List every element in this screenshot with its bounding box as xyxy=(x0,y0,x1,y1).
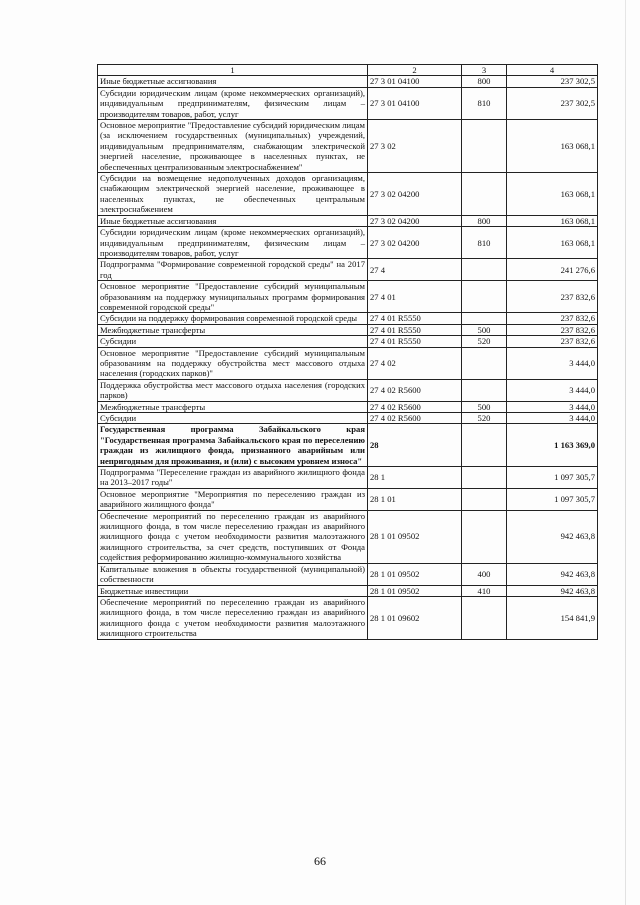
row-sum-cell: 3 444,0 xyxy=(507,379,598,401)
table-row xyxy=(98,227,598,259)
row-sum-cell: 241 276,6 xyxy=(507,259,598,281)
row-sum-cell: 942 463,8 xyxy=(507,585,598,596)
table-row xyxy=(98,173,598,216)
row-sum-cell: 237 832,6 xyxy=(507,336,598,347)
row-sum-cell: 163 068,1 xyxy=(507,173,598,216)
table-row xyxy=(98,424,598,467)
table-row xyxy=(98,488,598,510)
row-expense-type-cell xyxy=(462,120,507,173)
row-name-cell: Основное мероприятие "Предоставление субсидий муниципальным образованиям на поддержку обустройства мест массового отдыха населения (городских парков)" xyxy=(98,347,368,379)
row-name-cell: Обеспечение мероприятий по переселению граждан из аварийного жилищного фонда, в том числе переселению граждан из аварийного жилищного фонда с учетом необходимости развития малоэтажного жилищного строительства, за счет средств, поступивших от Фонда содействия реформированию жилищно-коммунального хозяйства xyxy=(98,510,368,563)
row-name-cell: Субсидии xyxy=(98,413,368,424)
column-header: 3 xyxy=(462,65,507,76)
row-sum-cell: 237 832,6 xyxy=(507,324,598,335)
row-expense-type-cell: 500 xyxy=(462,324,507,335)
table-row xyxy=(98,120,598,173)
row-expense-type-cell: 800 xyxy=(462,215,507,226)
table-row xyxy=(98,413,598,424)
row-code-cell: 27 3 02 04200 xyxy=(368,227,462,259)
table-row xyxy=(98,596,598,639)
row-name-cell: Иные бюджетные ассигнования xyxy=(98,215,368,226)
row-code-cell: 28 1 01 09502 xyxy=(368,563,462,585)
row-expense-type-cell xyxy=(462,347,507,379)
row-sum-cell: 942 463,8 xyxy=(507,563,598,585)
table-row xyxy=(98,76,598,87)
page-number: 66 xyxy=(314,854,326,868)
row-expense-type-cell: 520 xyxy=(462,336,507,347)
row-expense-type-cell xyxy=(462,596,507,639)
row-name-cell: Субсидии на поддержку формирования современной городской среды xyxy=(98,313,368,324)
row-sum-cell: 237 832,6 xyxy=(507,313,598,324)
row-name-cell: Основное мероприятие "Предоставление субсидий муниципальным образованиям на поддержку муниципальных программ формирования современной городской среды" xyxy=(98,281,368,313)
row-code-cell: 28 1 01 09502 xyxy=(368,585,462,596)
row-name-cell: Иные бюджетные ассигнования xyxy=(98,76,368,87)
row-name-cell: Субсидии юридическим лицам (кроме некоммерческих организаций), индивидуальным предпринимателям, физическим лицам – производителям товаров, работ, услуг xyxy=(98,87,368,119)
row-name-cell: Субсидии на возмещение недополученных доходов организациям, снабжающим электрической энергией население, проживающее в населенных пунктах, не обеспеченных центральным электроснабжением xyxy=(98,173,368,216)
row-sum-cell: 163 068,1 xyxy=(507,120,598,173)
column-header: 1 xyxy=(98,65,368,76)
row-expense-type-cell xyxy=(462,510,507,563)
table-row xyxy=(98,510,598,563)
row-code-cell: 28 1 01 xyxy=(368,488,462,510)
row-expense-type-cell: 810 xyxy=(462,87,507,119)
table-row xyxy=(98,379,598,401)
row-code-cell: 28 1 01 09502 xyxy=(368,510,462,563)
row-name-cell: Подпрограмма "Формирование современной городской среды" на 2017 год xyxy=(98,259,368,281)
row-expense-type-cell xyxy=(462,281,507,313)
row-expense-type-cell xyxy=(462,379,507,401)
table-row xyxy=(98,336,598,347)
row-code-cell: 27 4 02 R5600 xyxy=(368,413,462,424)
table-header-row xyxy=(98,65,598,76)
table-row xyxy=(98,401,598,412)
row-sum-cell: 1 097 305,7 xyxy=(507,467,598,489)
budget-table xyxy=(97,64,598,640)
column-header: 2 xyxy=(368,65,462,76)
row-code-cell: 28 1 01 09602 xyxy=(368,596,462,639)
row-sum-cell: 163 068,1 xyxy=(507,215,598,226)
row-expense-type-cell: 800 xyxy=(462,76,507,87)
row-sum-cell: 3 444,0 xyxy=(507,401,598,412)
row-name-cell: Капитальные вложения в объекты государственной (муниципальной) собственности xyxy=(98,563,368,585)
row-name-cell: Подпрограмма "Переселение граждан из аварийного жилищного фонда на 2013–2017 годы" xyxy=(98,467,368,489)
row-code-cell: 27 4 01 R5550 xyxy=(368,324,462,335)
row-sum-cell: 237 302,5 xyxy=(507,87,598,119)
table-row xyxy=(98,347,598,379)
row-sum-cell: 237 832,6 xyxy=(507,281,598,313)
row-expense-type-cell xyxy=(462,488,507,510)
row-expense-type-cell xyxy=(462,467,507,489)
row-sum-cell: 163 068,1 xyxy=(507,227,598,259)
row-name-cell: Основное мероприятие "Предоставление субсидий юридическим лицам (за исключением государственных (муниципальных) учреждений, индивидуальным предпринимателям, снабжающим электрической энергией население, проживающее в населенных пунктах, не обеспеченных централизованным электроснабжением" xyxy=(98,120,368,173)
row-sum-cell: 3 444,0 xyxy=(507,347,598,379)
row-name-cell: Субсидии юридическим лицам (кроме некоммерческих организаций), индивидуальным предпринимателям, физическим лицам – производителям товаров, работ, услуг xyxy=(98,227,368,259)
row-code-cell: 27 4 01 R5550 xyxy=(368,313,462,324)
row-name-cell: Поддержка обустройства мест массового отдыха населения (городских парков) xyxy=(98,379,368,401)
row-sum-cell: 942 463,8 xyxy=(507,510,598,563)
row-sum-cell: 1 097 305,7 xyxy=(507,488,598,510)
table-body xyxy=(98,76,598,639)
row-code-cell: 27 3 01 04100 xyxy=(368,87,462,119)
row-sum-cell: 154 841,9 xyxy=(507,596,598,639)
table-row xyxy=(98,467,598,489)
row-expense-type-cell xyxy=(462,424,507,467)
scan-edge-line xyxy=(625,0,626,905)
row-name-cell: Основное мероприятие "Мероприятия по переселению граждан из аварийного жилищного фонда" xyxy=(98,488,368,510)
row-expense-type-cell xyxy=(462,259,507,281)
row-code-cell: 27 4 02 R5600 xyxy=(368,379,462,401)
table-row xyxy=(98,259,598,281)
row-code-cell: 27 4 02 xyxy=(368,347,462,379)
table-row xyxy=(98,585,598,596)
row-expense-type-cell xyxy=(462,173,507,216)
row-code-cell: 28 xyxy=(368,424,462,467)
row-name-cell: Субсидии xyxy=(98,336,368,347)
row-sum-cell: 3 444,0 xyxy=(507,413,598,424)
row-name-cell: Обеспечение мероприятий по переселению граждан из аварийного жилищного фонда, в том числе переселению граждан из аварийного жилищного фонда с учетом необходимости развития малоэтажного жилищного строительства xyxy=(98,596,368,639)
row-expense-type-cell: 410 xyxy=(462,585,507,596)
row-expense-type-cell: 500 xyxy=(462,401,507,412)
row-name-cell: Межбюджетные трансферты xyxy=(98,401,368,412)
row-code-cell: 27 4 01 xyxy=(368,281,462,313)
row-code-cell: 27 3 02 xyxy=(368,120,462,173)
row-sum-cell: 237 302,5 xyxy=(507,76,598,87)
row-name-cell: Межбюджетные трансферты xyxy=(98,324,368,335)
row-code-cell: 27 4 01 R5550 xyxy=(368,336,462,347)
row-expense-type-cell: 520 xyxy=(462,413,507,424)
table-row xyxy=(98,324,598,335)
row-code-cell: 27 4 02 R5600 xyxy=(368,401,462,412)
table-row xyxy=(98,215,598,226)
column-header: 4 xyxy=(507,65,598,76)
row-code-cell: 28 1 xyxy=(368,467,462,489)
table-row xyxy=(98,563,598,585)
row-name-cell: Государственная программа Забайкальского края "Государственная программа Забайкальского края по переселению граждан из жилищного фонда, признанного аварийным или непригодным для проживания, и (или) с высоким уровнем износа" xyxy=(98,424,368,467)
row-expense-type-cell xyxy=(462,313,507,324)
row-sum-cell: 1 163 369,0 xyxy=(507,424,598,467)
table-row xyxy=(98,87,598,119)
row-code-cell: 27 3 02 04200 xyxy=(368,173,462,216)
row-expense-type-cell: 810 xyxy=(462,227,507,259)
table-row xyxy=(98,313,598,324)
row-expense-type-cell: 400 xyxy=(462,563,507,585)
row-code-cell: 27 3 01 04100 xyxy=(368,76,462,87)
table-row xyxy=(98,281,598,313)
row-name-cell: Бюджетные инвестиции xyxy=(98,585,368,596)
row-code-cell: 27 3 02 04200 xyxy=(368,215,462,226)
row-code-cell: 27 4 xyxy=(368,259,462,281)
